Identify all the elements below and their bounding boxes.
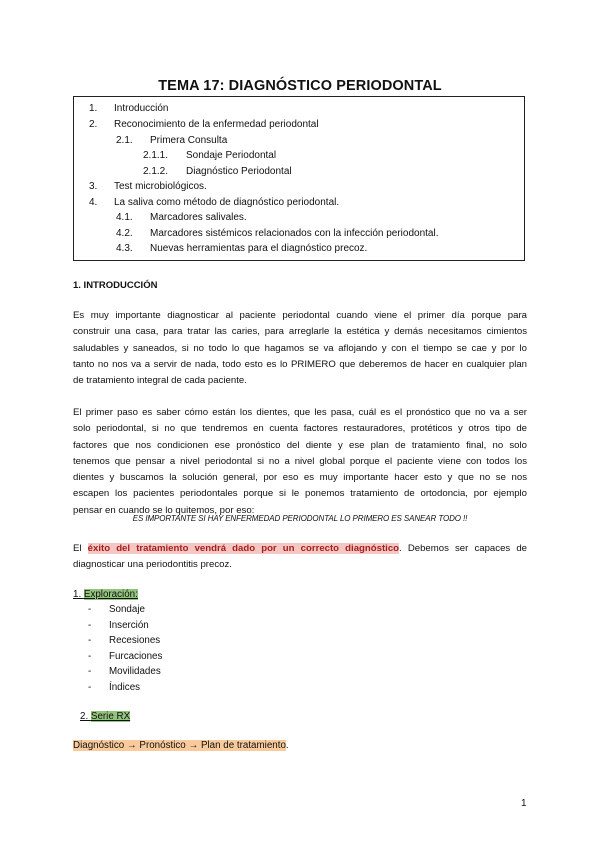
exploracion-heading <box>73 589 138 600</box>
paragraph-line: solo periodontal, si no que tendremos en cuenta factores restauradores, protéticos y otros tipo de <box>73 423 527 435</box>
toc-number: 4.3. <box>116 243 133 254</box>
text: El <box>73 543 88 554</box>
toc-label: Primera Consulta <box>150 135 228 146</box>
paragraph-line: factores que nos condicionen ese pronóstico del diente y ese plan de tratamiento final, no solo <box>73 439 527 451</box>
toc-number: 3. <box>89 181 98 192</box>
toc-number: 2.1. <box>116 135 133 146</box>
paragraph-line: pensar en cuando se lo quitemos, por eso: <box>73 504 255 516</box>
toc-number: 2.1.1. <box>143 150 169 161</box>
paragraph <box>73 541 527 574</box>
workflow-line <box>73 740 289 751</box>
paragraph-line: diagnosticar una periodontitis precoz. <box>73 559 232 571</box>
page-title: TEMA 17: DIAGNÓSTICO PERIODONTAL <box>158 78 442 94</box>
list-item-label: Sondaje <box>109 604 145 615</box>
serie-heading <box>80 711 130 722</box>
toc-number: 2. <box>89 119 98 130</box>
toc-label: Reconocimiento de la enfermedad periodontal <box>114 119 319 130</box>
list-item-label: Índices <box>109 682 141 693</box>
paragraph-line: dientes y buscamos la solución general, por eso es muy importante hacer esto y que no se nos <box>73 472 527 484</box>
paragraph-line: Es muy importante diagnosticar al paciente periodontal cuando viene el primer día porque para <box>73 310 527 321</box>
highlight-success: éxito del tratamiento <box>87 543 189 554</box>
exploracion-number: 1. <box>73 589 84 600</box>
paragraph-line: construir una casa, para tratar las caries, para arreglarle la estética y demás necesitamos cimientos <box>73 326 527 338</box>
paragraph-line: de tratamiento integral de cada paciente. <box>73 375 247 387</box>
bullet-dash: - <box>88 620 92 631</box>
workflow-highlight: Diagnóstico → Pronóstico → Plan de tratamiento <box>73 740 286 751</box>
highlight-diagnosis: correcto diagnóstico <box>300 543 400 554</box>
page-number: 1 <box>521 798 527 809</box>
paragraph <box>73 405 527 519</box>
toc-label: Sondaje Periodontal <box>186 150 277 161</box>
table-of-contents <box>73 96 525 261</box>
toc-label: La saliva como método de diagnóstico periodontal. <box>114 197 340 208</box>
toc-label: Marcadores sistémicos relacionados con la infección periodontal. <box>150 228 439 239</box>
toc-label: Diagnóstico Periodontal <box>186 166 292 177</box>
paragraph-line <box>73 541 527 557</box>
bullet-dash: - <box>88 635 92 646</box>
paragraph-line: escapen los pacientes periodontales porque si le ponemos tratamiento de ortodoncia, por ejemplo <box>73 488 527 500</box>
text: . Debemos ser capaces de <box>399 543 527 554</box>
toc-label: Nuevas herramientas para el diagnóstico precoz. <box>150 243 368 254</box>
paragraph-line: El primer paso es saber cómo están los dientes, que les pasa, cuál es el pronóstico que no va a ser <box>73 407 527 418</box>
serie-number: 2. <box>80 711 91 722</box>
list-item-label: Movilidades <box>109 666 161 677</box>
bullet-dash: - <box>88 651 92 662</box>
serie-label: Serie RX <box>90 711 131 722</box>
toc-label: Introducción <box>114 103 169 114</box>
toc-label: Marcadores salivales. <box>150 212 247 223</box>
toc-number: 4.1. <box>116 212 133 223</box>
toc-number: 1. <box>89 103 98 114</box>
section-heading: 1. INTRODUCCIÓN <box>73 280 158 291</box>
list-item-label: Furcaciones <box>109 651 163 662</box>
workflow-period: . <box>285 740 289 751</box>
list-item-label: Recesiones <box>109 635 161 646</box>
bullet-dash: - <box>88 604 92 615</box>
exploracion-label: Exploración: <box>83 589 138 600</box>
paragraph <box>73 308 527 389</box>
paragraph-line: tenemos que pensar a nivel periodontal si no a nivel global porque el paciente viene con todos los <box>73 455 527 467</box>
highlight-text: vendrá dado por un <box>188 543 301 554</box>
toc-label: Test microbiológicos. <box>114 181 207 192</box>
emphasis-quote: ES IMPORTANTE SI HAY ENFERMEDAD PERIODONTAL LO PRIMERO ES SANEAR TODO !! <box>132 514 468 523</box>
toc-number: 2.1.2. <box>143 166 169 177</box>
bullet-dash: - <box>88 666 92 677</box>
list-item-label: Inserción <box>109 620 149 631</box>
toc-number: 4. <box>89 197 98 208</box>
paragraph-line: tanto no nos va a servir de nada, todo esto es lo PRIMERO que deberemos de hacer en cualquier plan <box>73 358 527 370</box>
toc-number: 4.2. <box>116 228 133 239</box>
paragraph-line: saludables y saneados, si no todo lo que hagamos se va aflojando y con el tiempo se cae y por lo <box>73 342 527 354</box>
bullet-dash: - <box>88 682 92 693</box>
